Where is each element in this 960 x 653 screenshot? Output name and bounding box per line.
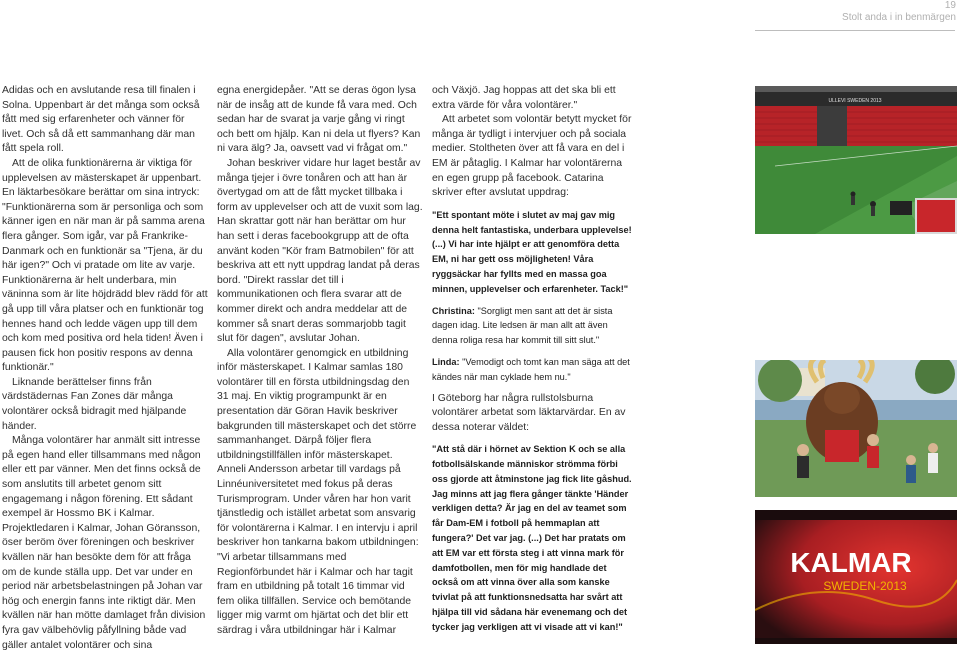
- paragraph: och Växjö. Jag hoppas att det ska bli ett extra värde för våra volontärer.": [432, 85, 616, 111]
- quote-author: Linda:: [432, 356, 460, 367]
- article-column-2: [217, 84, 423, 639]
- running-header: Stolt anda i in benmärgen: [842, 12, 956, 23]
- stadium-photo: [755, 86, 957, 234]
- paragraph: Adidas och en avslutande resa till finalen i Solna. Uppenbart är det många som också fått med sig erfarenheter och vänner för livet. Och så då ett sammanhang där man fått spela roll.: [2, 85, 200, 155]
- volunteer-quote: [432, 355, 632, 385]
- quote-text: "Sorgligt men sant att det är sista dagen idag. Lite ledsen är man allt att även denna roliga resa har kommit till sitt slut.": [432, 305, 613, 346]
- mascot-photo: [755, 360, 957, 497]
- paragraph: Att arbetet som volontär betytt mycket för många är tydligt i intervjuer och på sociala medier. Stoltheten över att få vara en del i EM är påtaglig. I Kalmar har volontärerna en egen grupp på facebook. Catarina skriver efter avslutat uppdrag:: [432, 114, 632, 199]
- stadium-sign: ULLEVI SWEDEN 2013: [828, 98, 882, 104]
- paragraph: egna energidepåer. "Att se deras ögon lysa när de insåg att de kunde få vara med. Och sedan har de svarat ja varje gång vi ringt och bett om hjälp. Kan ni dela ut flyers? Kan ni vara älg? Ja, oavsett vad vi frågat om.": [217, 85, 421, 155]
- paragraph: Alla volontärer genomgick en utbildning inför mästerskapet. I Kalmar samlas 180 volontärer till en första utbildningsdag den 31 maj. En viktig programpunkt är en presentation där Göran Havik beskriver bakgrunden till mästerskapet och det större sammanhanget. Därpå följer flera utbildningstillfällen inför mästerskapet. Anneli Andersson arbetar till vardags på Linnéuniversitetet med fokus på deras Turismprogram. Under våren har hon varit tjänstledig och istället arbetat som ansvarig för volontärerna i Kalmar. I en intervju i april beskriver hon tankarna bakom utbildningen: "Vi arbetar tillsammans med Regionförbundet här i Kalmar och har tagit fram en utbildning på totalt 16 timmar vid fem olika tillfällen. Service och bemötande ligger mig varmt om hjärtat och det blir ett särdrag i våra utbildningar här i Kalmar: [217, 347, 419, 636]
- paragraph: Många volontärer har anmält sitt intresse på egen hand eller tillsammans med någon eller ett par vänner. Men det finns också de som anslutits till arbetet genom sitt engagemang i någon förening. Ett sådant exempel är Hossmo BK i Kalmar. Projektledaren i Kalmar, Johan Göransson, öser beröm över föreningen och beskriver kvällen när han besökte dem för att fråga om de kunde ställa upp. Det var under en period när arbetsbelastningen på Johan var hög och energin fanns inte riktigt där. Men kvällen när han mötte damlaget från division fyra gav välbehövlig påfyllning både vad gäller antalet volontärer och sina: [2, 435, 206, 651]
- page-number: 19: [944, 0, 956, 11]
- article-column-3: [432, 84, 632, 635]
- banner-subtitle: SWEDEN-2013: [823, 579, 907, 593]
- banner-title: KALMAR: [790, 547, 912, 578]
- article-column-1: [2, 84, 208, 653]
- volunteer-quote: [432, 304, 632, 348]
- paragraph: Att de olika funktionärerna är viktiga för upplevelsen av mästerskapet är uppenbart. En läktarbesökare berättar om sina intryck: "Funktionärerna som är personliga och som känner igen en när man är på samma arena flera gånger. Som igår, var på Frankrike-Danmark och en funktionär sa "Tjena, är du här igen?" Och vi pratade om lite av varje. Funktionärerna är helt underbara, min väninna som är lite höjdrädd blev rädd för att gå upp till våra platser och en funktionär tog hennes hand och ledde vägen upp till dem och kom med positiva ord hela tiden! Även i pausen fick hon positiv respons av denna funktionär.": [2, 157, 208, 374]
- quote-text: "Vemodigt och tomt kan man säga att det kändes när man cyklade hem nu.": [432, 356, 630, 382]
- paragraph: Johan beskriver vidare hur laget består av många tjejer i övre tonåren och att han är övertygad om att de fått mycket tillbaka i form av upplevelser och att de vuxit som lag. Han skrattar gott när han berättar om hur han sett i deras facebookgrupp att de ofta använt koden "Kör fram Batmobilen" för att beskriva att ett nytt uppdrag landat på deras bord. "Direkt rasslar det till i kommunikationen och flera svarar att de kommer direkt och andra meddelar att de kommer så snart deras sommarjobb tagit slut för dagen", avslutar Johan.: [217, 157, 423, 345]
- kalmar-banner-photo: [755, 510, 957, 644]
- quote-author: Christina:: [432, 305, 475, 316]
- paragraph: Liknande berättelser finns från värdstädernas Fan Zones där många volontärer också bidragit med hjälpande händer.: [2, 376, 187, 432]
- paragraph: I Göteborg har några rullstolsburna volontärer arbetat som läktarvärdar. En av dessa noterar väldet:: [432, 392, 626, 433]
- header-rule: [755, 30, 955, 31]
- volunteer-quote: "Att stå där i hörnet av Sektion K och se alla fotbollsälskande människor strömma förbi oss gjorde att åtminstone jag fick lite gåshud. Jag minns att jag flera gånger tänkte 'Händer verkligen detta? Är jag en del av teamet som får Dam-EM i fotboll på hemmaplan att fungera?' Det var jag. (...) Det har pratats om att EM var ett första steg i att vinna mark för damfotbollen, men för mig handlade det också om att vinna över alla som kanske tvivlat på att funktionsnedsatta har svårt att hjälpa till vid sådana här evenemang och det tycker jag verkligen att vi visade att vi kan!": [432, 444, 632, 632]
- volunteer-quote: "Ett spontant möte i slutet av maj gav mig denna helt fantastiska, underbara upplevelse! (...) Vi har inte hjälpt er att genomföra detta EM, ni har gett oss möjligheten! Våra ryggsäckar har fyllts med en massa goa minnen, upplevelser och erfarenheter. Tack!": [432, 209, 632, 294]
